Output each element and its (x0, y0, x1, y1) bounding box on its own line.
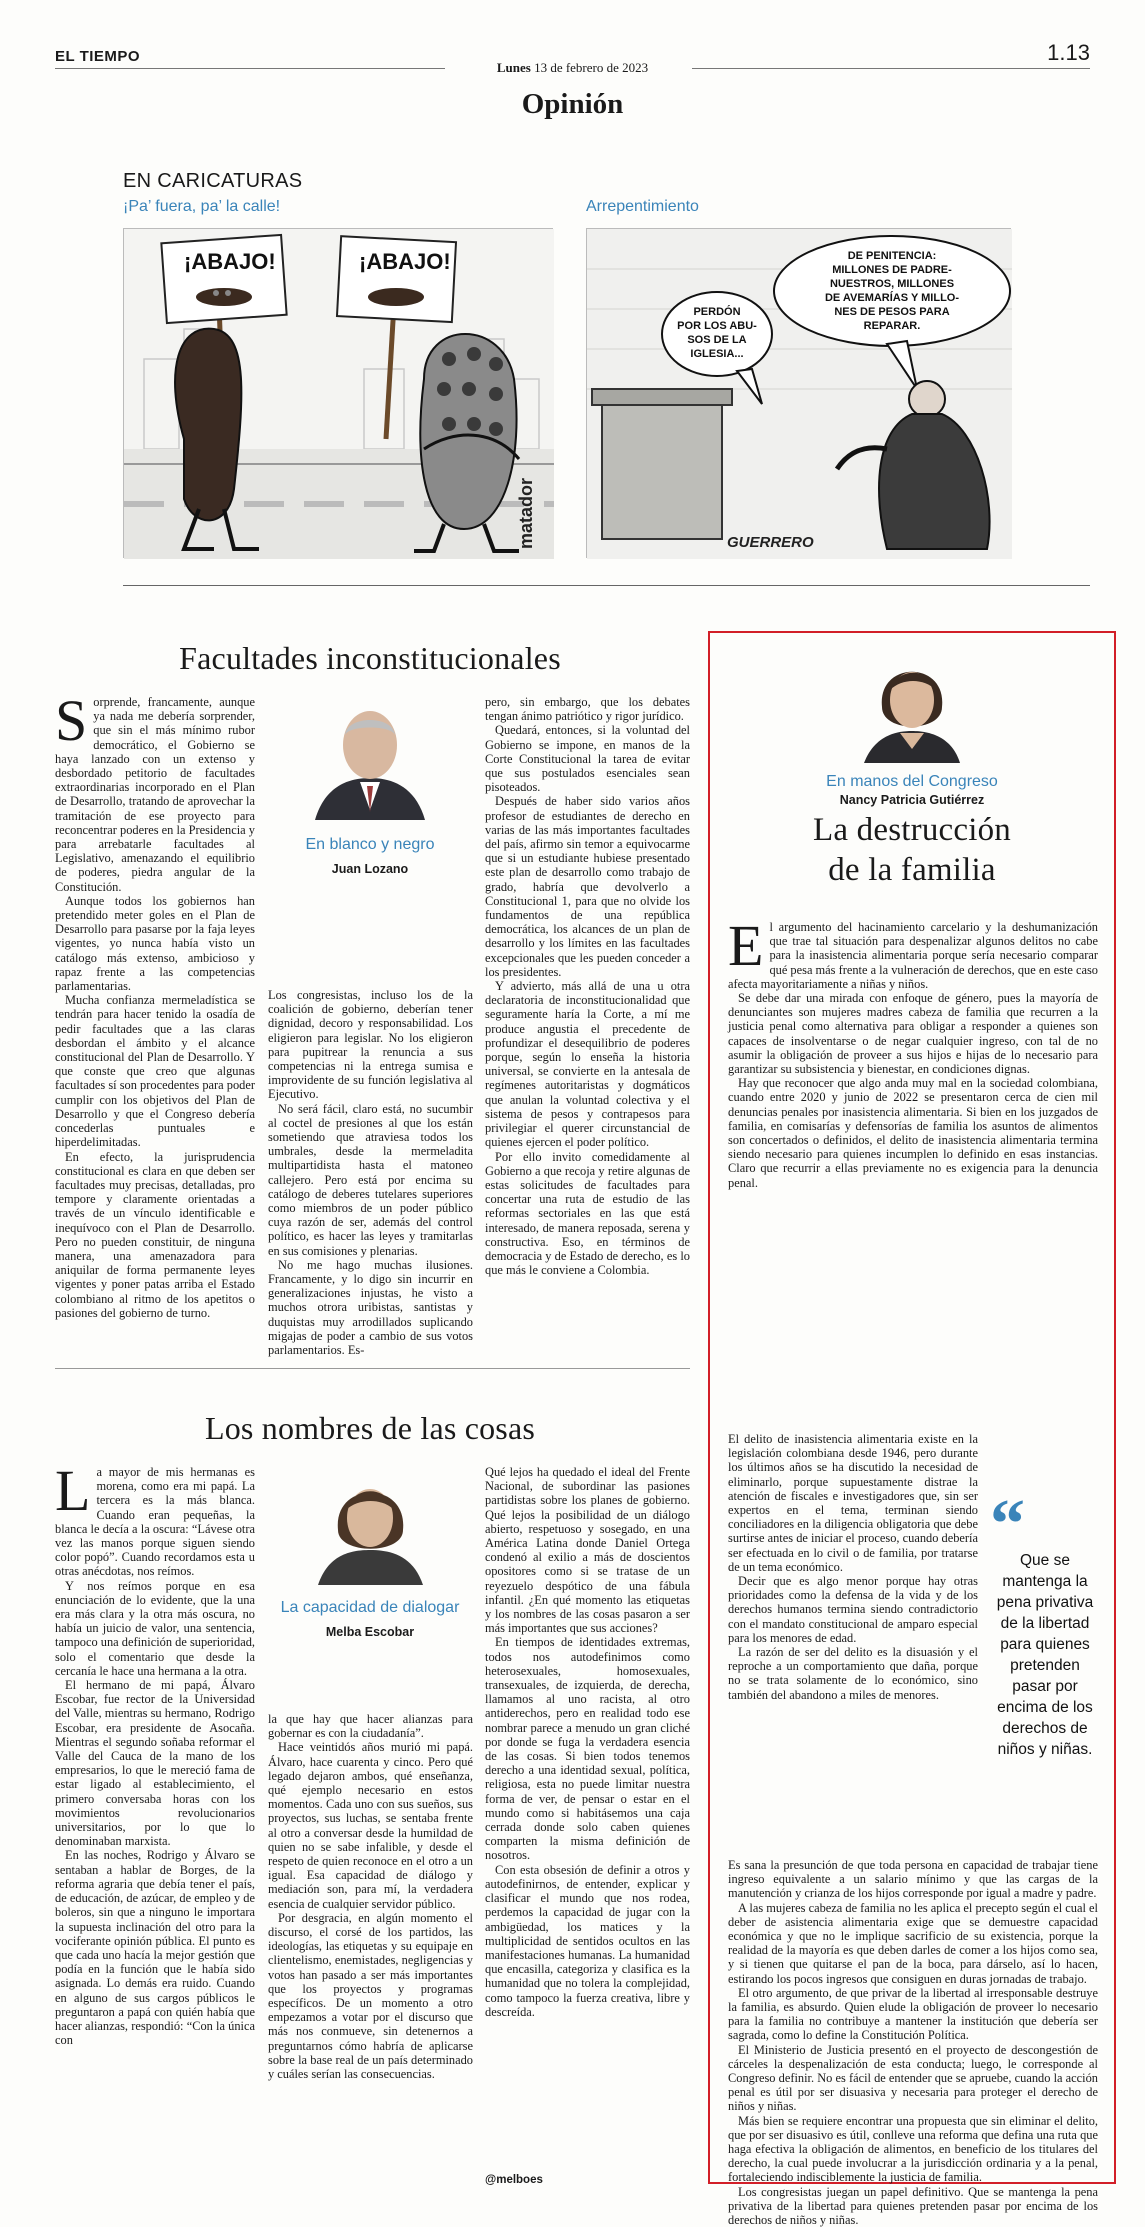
article2-paragraph: Qué lejos ha quedado el ideal del Frente Nacional, de subordinar las pasiones partidistas sobre los planes de gobierno. Qué lejos la posibilidad de un diálogo abierto, respetuoso y sosegado, en una América Latina donde Daniel Ortega condenó al exilio a más de doscientos opositores como si se tratase de un reyezuelo despótico de una fábula infantil. ¿En qué momento las etiquetas y los nombres de las cosas pasaron a ser más importantes que sus acciones? (485, 1465, 690, 1636)
author-twitter-handle: @melboes (485, 2174, 543, 2186)
article1-author: Juan Lozano (331, 862, 409, 876)
article3-title-line-1: La destrucción (813, 812, 1011, 848)
cartoon-right-bubble-big-line: NUESTROS, MILLONES (829, 278, 955, 290)
author-portrait-nancy-patricia-gutierrez (852, 645, 972, 763)
article3-body-narrow (728, 1432, 978, 1852)
article2-paragraph: En las noches, Rodrigo y Álvaro se sentaban a hablar de Borges, de la reforma agraria que debía tener el país, de educación, de azúcar, de empleo y de boleros, sin que a ninguno le importara la supuesta inclinación del otro para la vociferante opinión pública. El punto es que cada uno hacía la mejor gestión que podía en la función que le había sido asignada. Lo demás era ruido. Cuando en alguno de sus cargos públicos le preguntaron a papá con quién había que hacer alianzas, respondió: “Con la única con (55, 1848, 255, 2048)
cartoon-right-signature: GUERRERO (727, 534, 814, 551)
article2-author: Melba Escobar (325, 1625, 415, 1639)
cartoon-left-sign-1: ¡ABAJO! (184, 249, 276, 274)
cartoon-right-bubble-big-line: REPARAR. (863, 320, 921, 332)
cartoon-left-caption: ¡Pa’ fuera, pa’ la calle! (123, 198, 281, 215)
pullquote (990, 1486, 1100, 1760)
article3-paragraph: l argumento del hacinamiento carcelario y la deshumanización que trae tal situación para despenalizar algunos delitos no cabe para la inasistencia alimentaria porque sería necesario comparar qué pesa más frente a la vulneración de derechos, que en este caso afecta mayoritariamente a niñas y niños. (728, 920, 1098, 991)
article3-paragraph: Decir que es algo menor porque hay otras prioridades como la defensa de la vida y de los derechos humanos termina siendo contradictorio con el mandato constitucional de amparo especial para los menores de edad. (728, 1574, 978, 1645)
article1-column-1 (55, 688, 255, 1355)
article1-column-3 (485, 695, 690, 1355)
article2-title: Los nombres de las cosas (204, 1410, 536, 1446)
pullquote-text: Que se mantenga la pena privativa de la libertad para quienes pretenden pasar por encima de los derechos de niños y niñas. (996, 1552, 1094, 1758)
cartoon-left-sign-2: ¡ABAJO! (359, 249, 451, 274)
article1-paragraph: Y advierto, más allá de una u otra declaratoria de inconstitucionalidad que seguramente haría la Corte, a mí me produce angustia el precedente de profundizar el desequilibrio de poderes porque, según lo enseña la historia universal, se convierte en la antesala de regímenes autoritaristas y dogmáticos que anulan la voluntad colectiva y el sistema de pesos y contrapesos para privilegiar el querer circunstancial de quienes ejercen el poder político. (485, 979, 690, 1150)
article3-paragraph: Más bien se requiere encontrar una propuesta que sin eliminar el delito, que por ser disuasivo es útil, conlleve una reforma que defina una ruta que haga efectiva la obligación de alimentos, en beneficio de los titulares del derecho, la cual puede involucrar a la jurisdicción ordinaria y a la penal, fortaleciendo indisciblemente la justicia de familia. (728, 2113, 1098, 2185)
article2-paragraph: El hermano de mi papá, Álvaro Escobar, fue rector de la Universidad del Valle, mientras su hermano, Rodrigo Escobar, era presidente de Asocaña. Mientras el segundo soñaba reformar el Valle del Cauca de la mano de los empresarios, lo que le mereció fama de estar ligado al establecimiento, el primero conversaba horas con los movimientos revolucionarios universitarios, por lo que lo denominaban marxista. (55, 1678, 255, 1849)
article3-paragraph: A las mujeres cabeza de familia no les aplica el precepto según el cual el deber de asistencia alimentaria exige que se demuestre capacidad económica y que no le implique sacrificio de su existencia, porque la realidad de la mayoría es que deben darles de comer a los hijos como sea, y si tienen que quitarse el pan de la boca, para dárselo, así lo hacen, estirando los pocos ingresos que consiguen en duras jornadas de trabajo. (728, 1900, 1098, 1986)
article1-paragraph: pero, sin embargo, que los debates tengan ánimo patriótico y rigor jurídico. (485, 695, 690, 724)
article2-paragraph: Hace veintidós años murió mi papá. Álvaro, hace cuarenta y cinco. Pero qué legado dejaron ambos, qué enseñanza, qué ejemplo necesario en estos momentos. Cada uno con sus sueños, sus proyectos, sus luchas, se sentaba frente al otro a conversar desde la humildad de quien no se sabe infalible, y desde el respeto de quien reconoce en el otro a un igual. Esa capacidad de diálogo y mediación son, para mí, la verdadera esencia de cualquier servidor público. (268, 1740, 473, 1911)
article1-column-2 (268, 988, 473, 1358)
article3-body-top (728, 913, 1098, 1430)
article1-byline (270, 690, 470, 876)
cartoon-right-bubble-big-line: DE PENITENCIA: (847, 250, 937, 262)
article2-column-2 (268, 1712, 473, 2185)
cartoon-right-bubble-small-line: PERDÓN (693, 306, 741, 318)
cartoon-right-bubble-big-line: NES DE PESOS PARA (834, 306, 950, 318)
article2-column-3 (485, 1465, 690, 2170)
article3-body-bottom (728, 1858, 1098, 2227)
article-divider (55, 1368, 690, 1369)
article1-paragraph: No será fácil, claro está, no sucumbir al coctel de presiones al que los están sometiendo que atraviesa todos los umbrales, desde la mermeladita multipartidista hasta el matoneo callejero. Pero está por encima su catálogo de deberes tutelares superiores como miembros de un poder público cuya razón de ser, además del control político, es hacer las leyes y tramitarlas en sus comisiones y plenarias. (268, 1101, 473, 1258)
article3-paragraph: El Ministerio de Justicia presentó en el proyecto de descongestión de cárceles la despenalización de esta conducta; luego, le corresponde al Congreso definir. No es fácil de entender que se apruebe, cuando la acción penal es útil por ser disuasiva y necesaria para proteger el derecho de niños y niñas. (728, 2042, 1098, 2114)
article2-column-1 (55, 1458, 255, 2185)
cartoon-left (123, 228, 553, 558)
caricaturas-divider (123, 585, 1090, 586)
article3-paragraph: Se debe dar una mirada con enfoque de género, pues la mayoría de denunciantes son mujeres madres cabeza de familia que recurren a la justicia penal como alternativa para obligar a responder a quienes son capaces de insolventarse o de negar cualquier ingreso, con tal de no asumir la obligación de proveer a sus hijos e hijas de lo necesario para garantizar su subsistencia y bienestar, en condiciones dignas. (728, 991, 1098, 1077)
issue-date (0, 60, 1145, 76)
author-portrait-melba-escobar (308, 1460, 433, 1585)
article2-paragraph: Con esta obsesión de definir a otros y autodefinirnos, de entender, explicar y clasificar el mundo que nos rodea, perdemos la capacidad de jugar con la ambigüedad, los matices y la multiplicidad de sentidos ocultos en las manifestaciones humanas. La humanidad que encasilla, categoriza y clasifica es la humanidad que no tolera la complejidad, como tampoco la fuerza creativa, libre y descreída. (485, 1862, 690, 2019)
article2-paragraph: la que hay que hacer alianzas para gobernar es con la ciudadanía”. (268, 1712, 473, 1741)
cartoon-right-bubble-big-line: MILLONES DE PADRE- (832, 264, 952, 276)
brand-logo: EL TIEMPO (55, 48, 141, 65)
article2-paragraph: En tiempos de identidades extremas, todos nos autodefinimos como heterosexuales, homosexuales, transexuales, de izquierda, de derecha, llamamos al uno racista, al otro antiderechos, pero en realidad todo ese nombrar parece a menudo un gran cliché por donde se fuga la verdadera esencia de las cosas. Si bien todos tenemos derecho a una identidad sexual, política, religiosa, esta no puede limitar nuestra forma de ver, de pensar o estar en el mundo como si habitásemos una caja cerrada donde solo caben quienes comparten la misma definición de nosotros. (485, 1635, 690, 1863)
article2-column-name: La capacidad de dialogar (280, 1599, 460, 1616)
cartoon-right-bubble-small-line: IGLESIA... (690, 348, 744, 360)
quote-mark-icon: “ (990, 1486, 1025, 1563)
article1-paragraph: Quedará, entonces, si la voluntad del Gobierno se impone, en manos de la Corte Constitucional la tarea de evitar que sus postulados esenciales sean pisoteados. (485, 723, 690, 795)
article1-paragraph: orprende, francamente, aunque ya nada me debería sorprender, que sin el más mínimo rubor democrático, el Gobierno se haya lanzado con un extenso y desbordado petitorio de facultades extraordinarias incorporado en el Plan de Desarrollo, tratando de aprovechar la tramitación de ese proyecto para reconcentrar poderes en la Presidencia y para arrebatarle facultades al Legislativo, amenazando el equilibrio de poderes, piedra angular de la Constitución. (55, 695, 255, 894)
author-portrait-juan-lozano (305, 690, 435, 820)
cartoon-right-bubble-small-line: SOS DE LA (687, 334, 747, 346)
article1-paragraph: Los congresistas, incluso los de la coalición de gobierno, deberían tener dignidad, decoro y responsabilidad. Los eligieron para legislar. No los eligieron para pupitrear la renuncia a sus competencias ni la entrega sumisa e improvidente de su función legislativa al Ejecutivo. (268, 988, 473, 1102)
article3-paragraph: La razón de ser del delito es la disuasión y el reproche a un comportamiento que daña, porque no se trata solamente de lo económico, sino también del abandono a miles de menores. (728, 1645, 978, 1702)
article3-author: Nancy Patricia Gutiérrez (839, 793, 985, 807)
article2-byline (270, 1460, 470, 1639)
article2-dropcap: L (55, 1458, 91, 1523)
article3-paragraph: Los congresistas juegan un papel definitivo. Que se mantenga la pena privativa de la libertad para quienes pretenden pasar por encima de los derechos de niños y niñas. (728, 2184, 1098, 2227)
article3-column-name: En manos del Congreso (826, 773, 998, 790)
issue-weekday: Lunes (496, 60, 531, 75)
article3-title-line-2: de la familia (828, 852, 996, 888)
page-number: 1.13 (1047, 40, 1090, 65)
article1-paragraph: Después de haber sido varios años profesor de estudiantes de derecho en varias de las más importantes facultades del país, afirmo sin temor a equivocarme que si un estudiante hubiese presentado este plan de desarrollo como trabajo de grado, habría que devolverlo a Constitucional 1, para que no olvide los fundamentos de una república democrática, los alcances de un plan de desarrollo y los límites en las facultades excepcionales que les pueden conceder a los presidentes. (485, 794, 690, 979)
article1-paragraph: Mucha confianza mermeladística se tendrán para hacer tenido la osadía de pedir facultades que a las claras desbordan el ámbito y el alcance constitucional del Plan de Desarrollo. Y que conste que creo que algunas facultades sí son procedentes para poder cumplir con los objetivos del Plan de Desarrollo y que el Congreso debería concederlas puntuales e hiperdelimitadas. (55, 993, 255, 1150)
cartoon-right-bubble-big-line: DE AVEMARÍAS Y MILLO- (824, 292, 960, 304)
article3-paragraph: El otro argumento, de que privar de la libertad al irresponsable destruye la familia, es absurdo. Quien elude la obligación de proveer lo necesario para la familia no contribuye a mantener la institución que debería ser sagrada, como lo define la Constitución Política. (728, 1985, 1098, 2043)
article1-dropcap: S (55, 688, 88, 753)
cartoon-right-caption: Arrepentimiento (586, 198, 699, 215)
issue-date-text: 13 de febrero de 2023 (534, 60, 649, 75)
article3-byline (710, 645, 1114, 807)
article2-paragraph: Por desgracia, en algún momento el discurso, el corsé de los partidos, las ideologías, las etiquetas y su equipaje en clientelismo, enemistades, negligencias y votos han pasado a ser más importantes que los proyectos y programas específicos. De un momento a otro empezamos a votar por el discurso que más nos conmueve, sin detenernos a preguntarnos cómo habría de aplicarse sobre la base real de un país determinado y cuáles serían las consecuencias. (268, 1910, 473, 2082)
article1-title: Facultades inconstitucionales (179, 640, 561, 676)
article3-paragraph: El delito de inasistencia alimentaria existe en la legislación colombiana desde 1946, pero durante los últimos años se ha discutido la necesidad de eliminarlo, porque supuestamente distrae la atención de fiscales e investigadores que, sin ser expertos en el tema, terminan siendo conciliadores en la diligencia obligatoria que debe surtirse antes de iniciar el proceso, cuando debería ser efectuada en lo civil o de familia, por tratarse de un tema económico. (728, 1432, 978, 1574)
article1-paragraph: No me hago muchas ilusiones. Francamente, y lo digo sin incurrir en generalizaciones injustas, he visto a muchos otrora uribistas, santistas y duquistas muy arrodillados suplicando migajas de poder a cambio de sus votos parlamentarios. Es- (268, 1257, 473, 1358)
article1-paragraph: Por ello invito comedidamente al Gobierno a que recoja y retire algunas de estas solicitudes de facultades para concertar una ruta de estudio de las reformas sectoriales en las que está interesado, de manera reposada, serena y constructiva. Eso, en términos de democracia y de Estado de derecho, es lo que más le conviene a Colombia. (485, 1149, 690, 1278)
article1-paragraph: Aunque todos los gobiernos han pretendido meter goles en el Plan de Desarrollo para pasarse por la faja leyes vigentes, yo nunca había visto un catálogo más extenso, ambicioso y rapaz frente a las competencias parlamentarias. (55, 893, 255, 994)
cartoon-right (586, 228, 1011, 558)
caricaturas-header: EN CARICATURAS (123, 170, 303, 192)
cartoon-left-signature: matador (516, 477, 536, 549)
cartoon-right-bubble-small-line: POR LOS ABU- (677, 320, 757, 332)
article2-paragraph: Y nos reímos porque en esa enunciación de lo evidente, que la una era más clara y la otra más oscura, no había un juicio de valor, una sentencia, tampoco una definición de superioridad, solo el comentario que desde la cercanía le hace una hermana a la otra. (55, 1578, 255, 1678)
section-title: Opinión (521, 88, 624, 120)
article3-title (710, 810, 1114, 890)
article3-paragraph: Hay que reconocer que algo anda muy mal en la sociedad colombiana, cuando entre 2020 y junio de 2022 se presentaron cerca de cien mil denuncias penales por inasistencia alimentaria. Si bien en los juzgados de familia, en comisarías y defensorías de familia los asuntos de alimentos son concertados o definidos, el delito de inasistencia alimentaria termina siendo necesario para quienes incumplen lo definido en esas instancias. Claro que recurrir a ellas previamente no es exigencia para la denuncia penal. (728, 1076, 1098, 1190)
article2-paragraph: a mayor de mis hermanas es morena, como era mi papá. La tercera es la más blanca. Cuando eran pequeñas, la blanca le decía a la oscura: “Lávese otra vez las manos porque siguen siendo color popó”. Cuando recordamos esta u otras anécdotas, nos reímos. (55, 1465, 255, 1579)
article3-paragraph: Es sana la presunción de que toda persona en capacidad de trabajar tiene ingreso equivalente a un salario mínimo y que las cargas de la manutención y crianza de los hijos corresponde por igual a madre y padre. (728, 1858, 1098, 1901)
article3-dropcap: E (728, 913, 764, 978)
article1-paragraph: En efecto, la jurisprudencia constitucional es clara en que deben ser facultades muy precisas, detalladas, pro tempore y claramente orientadas a través de un vínculo identificable e inequívoco con el Plan de Desarrollo. Pero no pueden constituir, de ninguna manera, una amenazadora para aniquilar de forma permanente leyes vigentes y poner patas arriba el Estado colombiano al ritmo de los apetitos o pasiones del gobierno de turno. (55, 1149, 255, 1320)
article1-column-name: En blanco y negro (305, 836, 435, 853)
